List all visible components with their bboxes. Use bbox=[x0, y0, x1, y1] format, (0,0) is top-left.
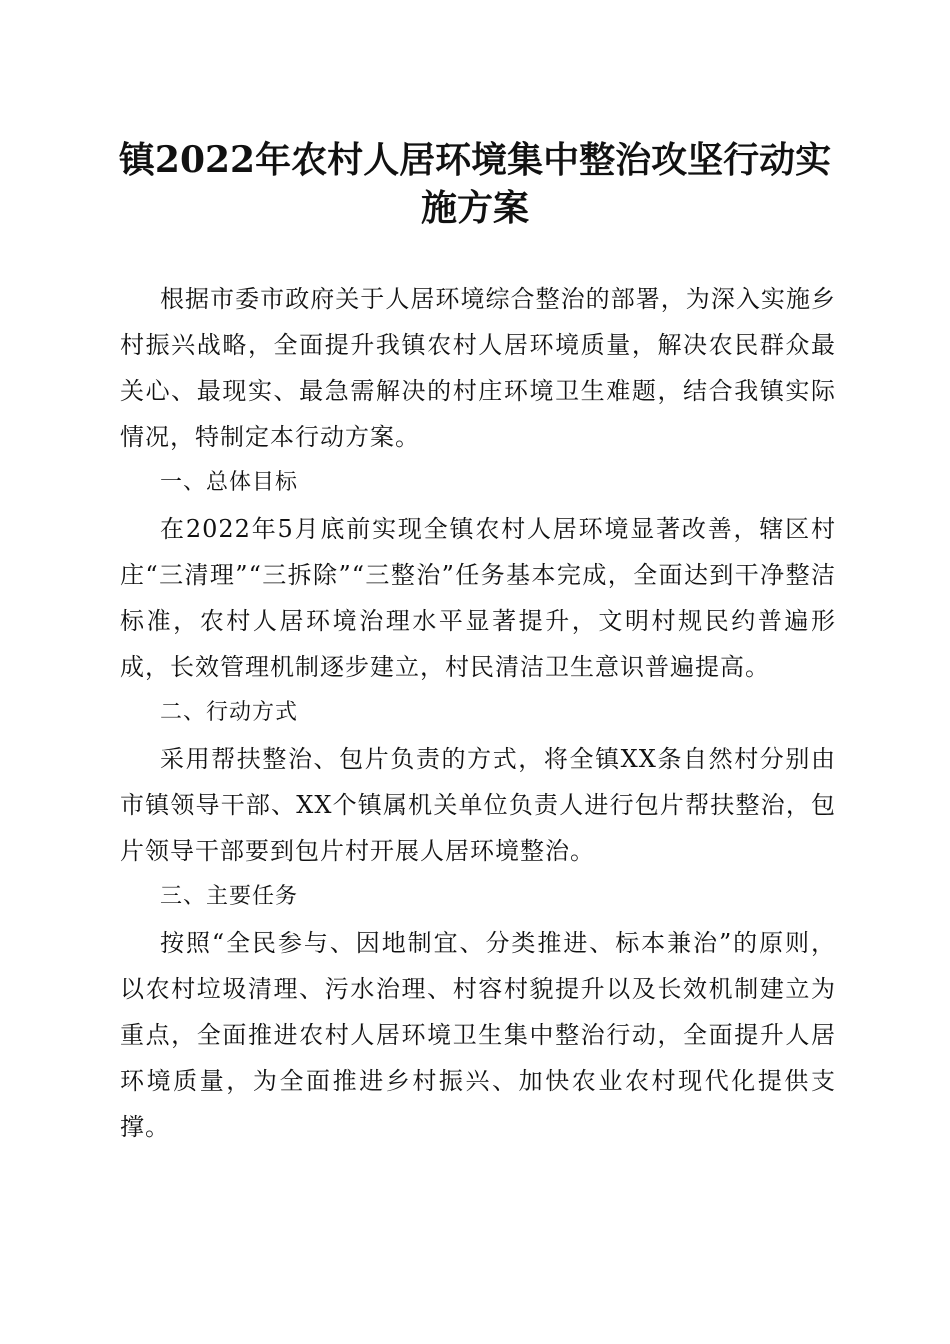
document-title bbox=[110, 136, 840, 232]
document-title-line-2: 施方案 bbox=[420, 187, 529, 229]
section-body-approach: 采用帮扶整治、包片负责的方式，将全镇XX条自然村分别由市镇领导干部、XX个镇属机关单位负责人进行包片帮扶整治，包片领导干部要到包片村开展人居环境整治。 bbox=[120, 745, 836, 865]
section-heading-tasks: 三、主要任务 bbox=[160, 884, 299, 909]
section-body-tasks: 按照“全民参与、因地制宜、分类推进、标本兼治”的原则，以农村垃圾清理、污水治理、村容村貌提升以及长效机制建立为重点，全面推进农村人居环境卫生集中整治行动，全面提升人居环境质量，为全面推进乡村振兴、加快农业农村现代化提供支撑。 bbox=[120, 929, 836, 1141]
document-title-line-1: 镇2022年农村人居环境集中整治攻坚行动实 bbox=[118, 139, 832, 181]
intro-paragraph: 根据市委市政府关于人居环境综合整治的部署，为深入实施乡村振兴战略，全面提升我镇农村人居环境质量，解决农民群众最关心、最现实、最急需解决的村庄环境卫生难题，结合我镇实际情况，特制定本行动方案。 bbox=[120, 285, 836, 451]
section-heading-approach: 二、行动方式 bbox=[160, 700, 299, 725]
section-body-goals: 在2022年5月底前实现全镇农村人居环境显著改善，辖区村庄“三清理”“三拆除”“三整治”任务基本完成，全面达到干净整洁标准，农村人居环境治理水平显著提升，文明村规民约普遍形成，长效管理机制逐步建立，村民清洁卫生意识普遍提高。 bbox=[120, 515, 836, 681]
section-heading-goals: 一、总体目标 bbox=[160, 470, 299, 495]
document-body bbox=[120, 276, 836, 1150]
